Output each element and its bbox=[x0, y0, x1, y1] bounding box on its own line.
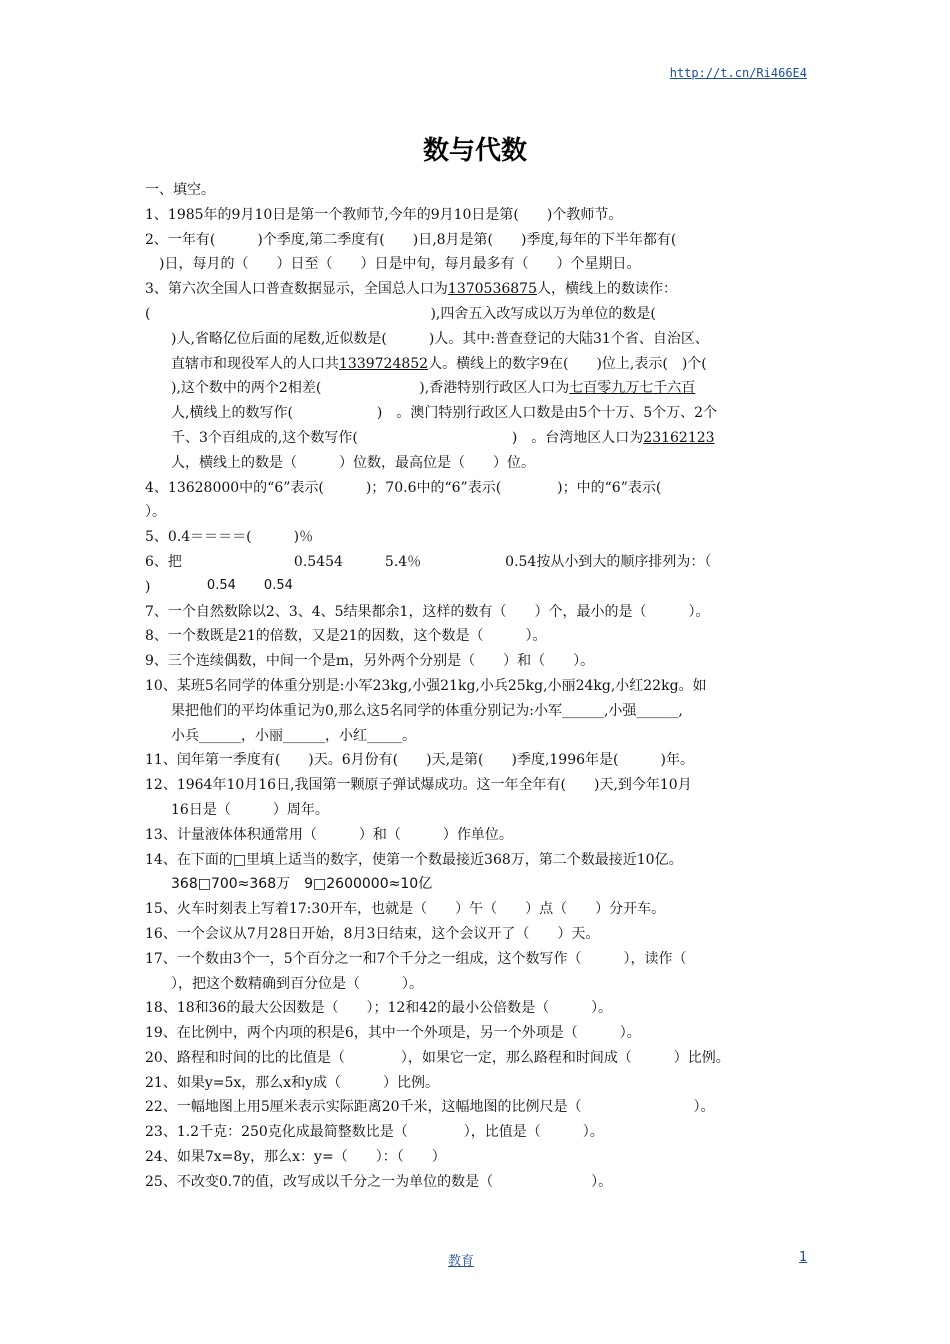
question-4-line-2: ）。 bbox=[145, 504, 166, 521]
question-7: 7、一个自然数除以2、3、4、5结果都余1，这样的数有（ ）个，最小的是（ ）。 bbox=[145, 603, 710, 620]
question-13: 13、计量液体体积通常用（ ）和（ ）作单位。 bbox=[145, 826, 513, 843]
footer-link[interactable]: 教育 bbox=[448, 1254, 475, 1269]
question-10-line-3: 小兵______，小丽______，小红_____。 bbox=[171, 727, 416, 744]
question-3-line-4: 直辖市和现役军人的人口共1339724852人。横线上的数字9在( )位上,表示( )个( bbox=[171, 355, 707, 372]
section-heading: 一、填空。 bbox=[145, 182, 215, 198]
underlined-number: 1370536875 bbox=[447, 281, 537, 298]
page-number: 1 bbox=[799, 1250, 808, 1265]
question-10-line-2: 果把他们的平均体重记为0,那么这5名同学的体重分别记为:小军______,小强______, bbox=[171, 702, 683, 719]
decimal-2: 0.54 bbox=[263, 577, 293, 593]
underlined-number: 23162123 bbox=[643, 429, 715, 446]
question-15: 15、火车时刻表上写着17:30开车，也就是（ ）午（ ）点（ ）分开车。 bbox=[145, 901, 666, 918]
underlined-number: 1339724852 bbox=[339, 355, 429, 372]
question-3-line-5: ),这个数中的两个2相差( ),香港特别行政区人口为七百零九万七千六百 bbox=[171, 380, 696, 397]
question-11: 11、闰年第一季度有( )天。6月份有( )天,是第( )季度,1996年是( )年。 bbox=[145, 752, 694, 769]
question-22: 22、一幅地图上用5厘米表示实际距离20千米，这幅地图的比例尺是（ ）。 bbox=[145, 1099, 715, 1116]
question-2-line-1: 2、一年有( )个季度,第二季度有( )日,8月是第( )季度,每年的下半年都有( bbox=[145, 231, 677, 248]
question-25: 25、不改变0.7的值，改写成以千分之一为单位的数是（ ）。 bbox=[145, 1173, 613, 1190]
question-10-line-1: 10、某班5名同学的体重分别是:小军23kg,小强21kg,小兵25kg,小丽24kg,小红22kg。如 bbox=[145, 677, 707, 694]
question-1: 1、1985年的9月10日是第一个教师节,今年的9月10日是第( )个教师节。 bbox=[145, 206, 623, 223]
question-18: 18、18和36的最大公因数是（ ）；12和42的最小公倍数是（ ）。 bbox=[145, 1000, 613, 1017]
question-14-line-2: 368□700≈368万 9□2600000≈10亿 bbox=[171, 876, 433, 893]
question-3-line-8: 人，横线上的数是（ ）位数，最高位是（ ）位。 bbox=[171, 454, 535, 471]
question-4-line-1: 4、13628000中的“6”表示( )；70.6中的“6”表示( )；中的“6”表示( bbox=[145, 479, 662, 496]
question-5: 5、0.4＝＝＝＝( )％ bbox=[145, 529, 314, 546]
question-17-line-1: 17、一个数由3个一，5个百分之一和7个千分之一组成，这个数写作（ ），读作（ bbox=[145, 950, 687, 967]
question-14-line-1: 14、在下面的□里填上适当的数字，使第一个数最接近368万，第二个数最接近10亿。 bbox=[145, 851, 683, 868]
question-17-line-2: ），把这个数精确到百分位是（ ）。 bbox=[171, 975, 423, 992]
question-6-line-1: 6、把 0.54̇ 0.54 0.5454 5.4％ 0.54按从小到大的顺序排列为：（ bbox=[145, 550, 810, 575]
question-23: 23、1.2千克：250克化成最简整数比是（ ），比值是（ ）。 bbox=[145, 1124, 604, 1141]
page-title: 数与代数 bbox=[422, 136, 527, 166]
question-12-line-2: 16日是（ ）周年。 bbox=[171, 801, 329, 818]
question-3-line-7: 千、3个百组成的,这个数写作( ) 。台湾地区人口为23162123 bbox=[171, 429, 715, 446]
question-3-line-6: 人,横线上的数写作( ) 。澳门特别行政区人口数是由5个十万、5个万、2个 bbox=[171, 405, 718, 422]
question-2-line-2: )日，每月的（ ）日至（ ）日是中旬，每月最多有（ ）个星期日。 bbox=[145, 256, 641, 273]
question-3-line-3: )人,省略亿位后面的尾数,近似数是( )人。其中:普查登记的大陆31个省、自治区、 bbox=[171, 330, 709, 347]
question-16: 16、一个会议从7月28日开始，8月3日结束，这个会议开了（ ）天。 bbox=[145, 925, 600, 942]
question-12-line-1: 12、1964年10月16日,我国第一颗原子弹试爆成功。这一年全年有( )天,到今年10月 bbox=[145, 777, 692, 794]
question-19: 19、在比例中，两个内项的积是6，其中一个外项是，另一个外项是（ ）。 bbox=[145, 1025, 641, 1042]
decimal-1: 0.54̇ bbox=[206, 577, 236, 593]
question-20: 20、路程和时间的比的比值是（ ），如果它一定，那么路程和时间成（ ）比例。 bbox=[145, 1049, 730, 1066]
document-body bbox=[145, 178, 810, 1195]
underlined-number: 七百零九万七千六百 bbox=[569, 380, 696, 397]
source-link[interactable]: http://t.cn/Ri466E4 bbox=[669, 66, 807, 80]
question-8: 8、一个数既是21的倍数，又是21的因数，这个数是（ ）。 bbox=[145, 628, 547, 645]
question-21: 21、如果y=5x，那么x和y成（ ）比例。 bbox=[145, 1074, 440, 1091]
question-24: 24、如果7x=8y，那么x：y=（ ）：（ ） bbox=[145, 1149, 446, 1166]
question-3-line-2: ( ),四舍五入改写成以万为单位的数是( bbox=[145, 305, 656, 322]
question-9: 9、三个连续偶数，中间一个是m，另外两个分别是（ ）和（ ）。 bbox=[145, 653, 595, 670]
question-6-line-2: ) bbox=[145, 578, 151, 595]
question-3-line-1: 3、第六次全国人口普查数据显示，全国总人口为1370536875人，横线上的数读作： bbox=[145, 281, 677, 298]
